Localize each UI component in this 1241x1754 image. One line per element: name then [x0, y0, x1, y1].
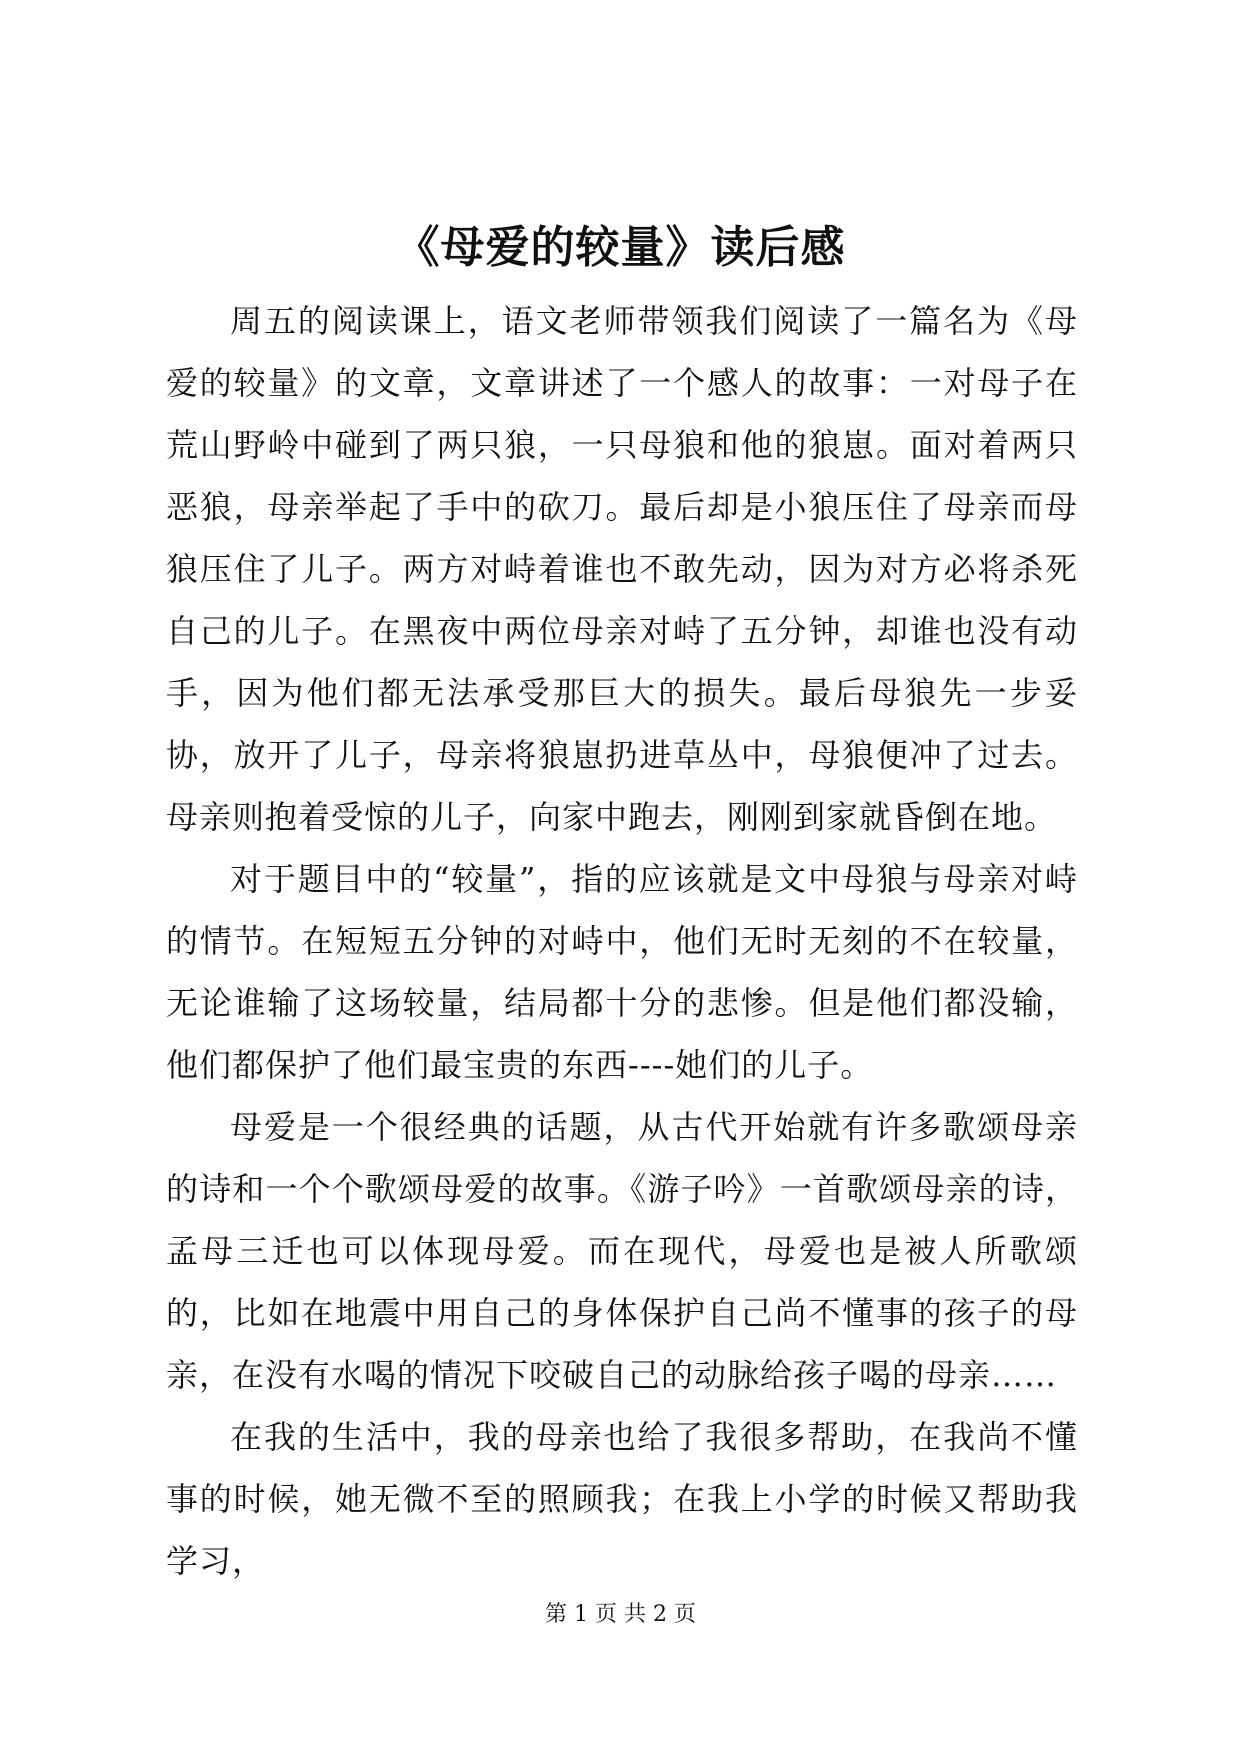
document-title: 《母爱的较量》读后感 [395, 222, 846, 273]
paragraph-2: 对于题目中的“较量”，指的应该就是文中母狼与母亲对峙的情节。在短短五分钟的对峙中，他们无时无刻的不在较量，无论谁输了这场较量，结局都十分的悲惨。但是他们都没输，他们都保护了他们最宝贵的东西----她们的儿子。 [166, 860, 1078, 1084]
paragraph-3: 母爱是一个很经典的话题，从古代开始就有许多歌颂母亲的诗和一个个歌颂母爱的故事。《游子吟》一首歌颂母亲的诗，孟母三迁也可以体现母爱。而在现代，母爱也是被人所歌颂的，比如在地震中用自己的身体保护自己尚不懂事的孩子的母亲，在没有水喝的情况下咬破自己的动脉给孩子喝的母亲…… [166, 1108, 1078, 1394]
paragraph-4: 在我的生活中，我的母亲也给了我很多帮助，在我尚不懂事的时候，她无微不至的照顾我；在我上小学的时候又帮助我学习， [166, 1418, 1078, 1580]
document-body [166, 290, 1078, 1592]
paragraph-1: 周五的阅读课上，语文老师带领我们阅读了一篇名为《母爱的较量》的文章，文章讲述了一个感人的故事：一对母子在荒山野岭中碰到了两只狼，一只母狼和他的狼崽。面对着两只恶狼，母亲举起了手中的砍刀。最后却是小狼压住了母亲而母狼压住了儿子。两方对峙着谁也不敢先动，因为对方必将杀死自己的儿子。在黑夜中两位母亲对峙了五分钟，却谁也没有动手，因为他们都无法承受那巨大的损失。最后母狼先一步妥协，放开了儿子，母亲将狼崽扔进草丛中，母狼便冲了过去。母亲则抱着受惊的儿子，向家中跑去，刚刚到家就昏倒在地。 [166, 302, 1078, 836]
page-number-footer: 第 1 页 共 2 页 [545, 1602, 696, 1627]
